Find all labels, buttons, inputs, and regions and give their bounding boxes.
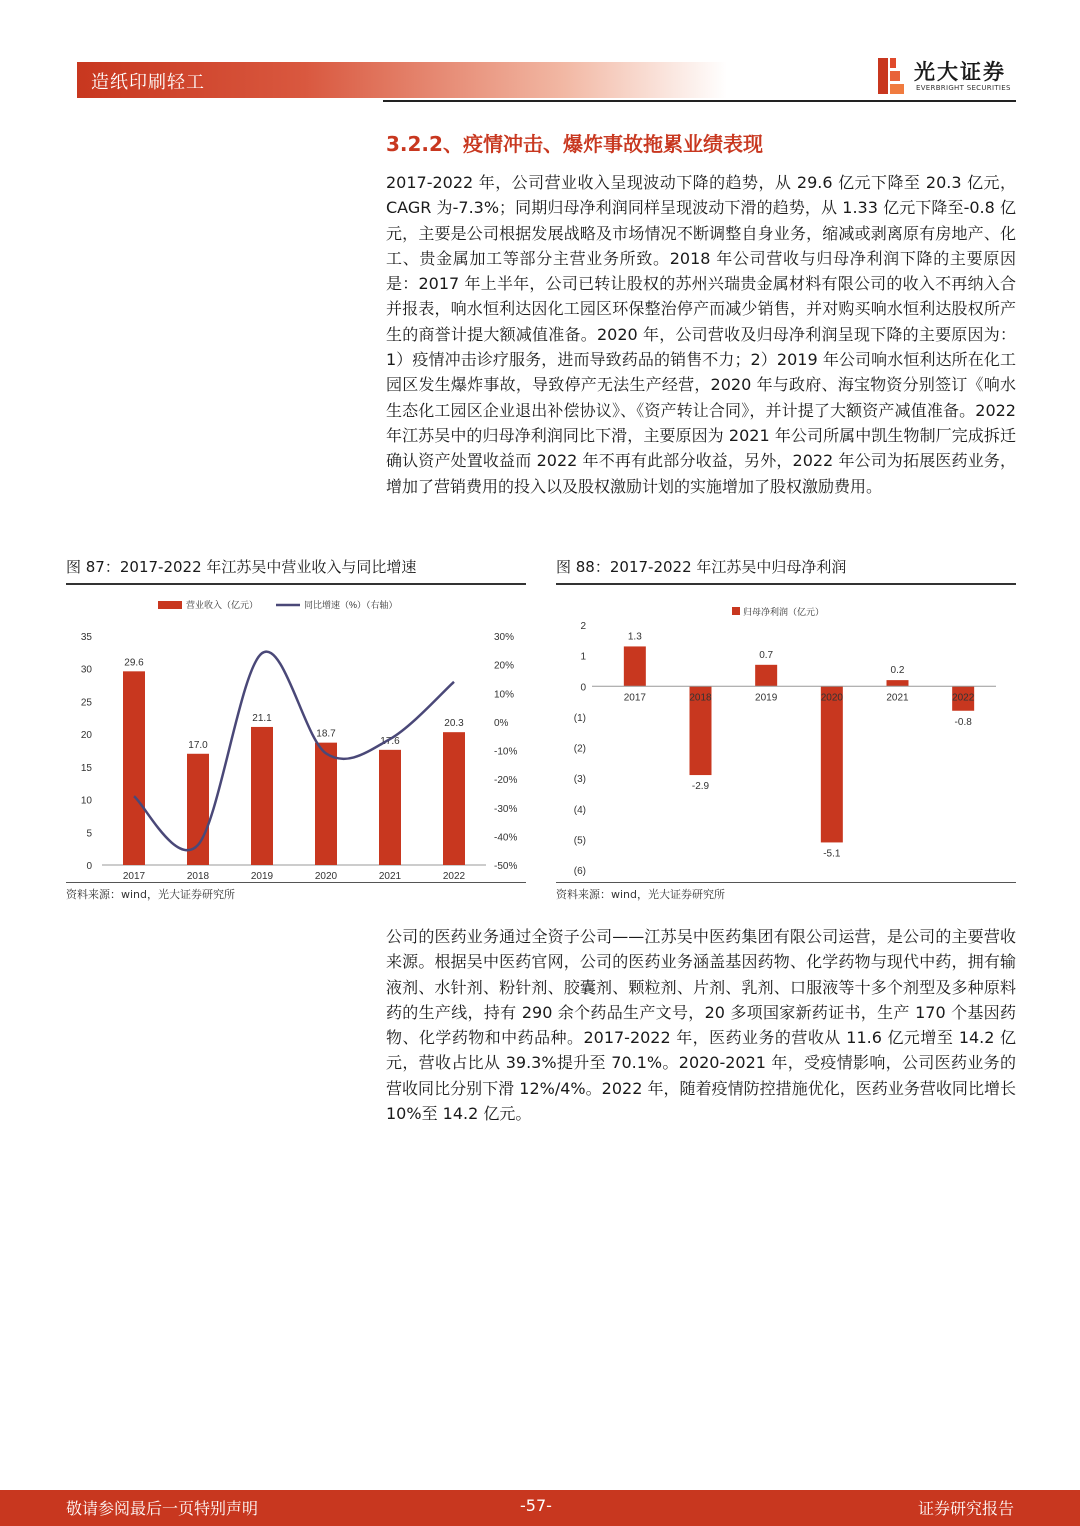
y-tick-label: 2: [580, 621, 586, 632]
y-tick-label: (4): [573, 804, 586, 816]
x-tick-label: 2018: [689, 692, 712, 704]
x-tick-label: 2020: [314, 871, 338, 882]
revenue-bar: [251, 727, 273, 865]
figure-88-title: 图 88：2017-2022 年江苏吴中归母净利润: [556, 558, 847, 576]
revenue-bar: [379, 750, 401, 865]
logo-mark-icon: [878, 58, 904, 94]
x-tick-label: 2021: [378, 871, 402, 882]
y2-tick-label: -40%: [494, 832, 518, 844]
revenue-data-label: 29.6: [124, 657, 144, 669]
x-tick-label: 2017: [122, 871, 146, 882]
logo-name: 光大证券: [914, 60, 1006, 84]
y-tick-label: (6): [573, 866, 586, 877]
section-title: 3.2.2、疫情冲击、爆炸事故拖累业绩表现: [386, 132, 763, 156]
y-tick-label: (3): [573, 774, 586, 786]
revenue-data-label: 17.0: [188, 739, 208, 751]
netprofit-data-label: -0.8: [954, 716, 972, 728]
figure-87-chart: [66, 590, 526, 882]
body-paragraph-1: 2017-2022 年，公司营业收入呈现波动下降的趋势，从 29.6 亿元下降至 20.3 亿元，CAGR 为-7.3%；同期归母净利润同样呈现波动下滑的趋势，从 1.33 亿元下降至-0.8 亿元，主要是公司根据发展战略及市场情况不断调整自身业务，缩减或剥离原有房地产、化工、贵金属加工等部分主营业务所致。2018 年公司营收与归母净利润下降的主要原因是：2017 年上半年，公司已转让股权的苏州兴瑞贵金属材料有限公司的收入不再纳入合并报表，响水恒利达因化工园区环保整治停产而减少销售，并对购买响水恒利达股权所产生的商誉计提大额减值准备。2020 年，公司营收及归母净利润呈现下降的主要原因为：1）疫情冲击诊疗服务，进而导致药品的销售不力；2）2019 年公司响水恒利达所在化工园区发生爆炸事故，导致停产无法生产经营，2020 年与政府、海宝物资分别签订《响水生态化工园区企业退出补偿协议》、《资产转让合同》，并计提了大额资产减值准备。2022 年江苏吴中的归母净利润同比下滑，主要原因为 2021 年公司所属中凯生物制厂完成拆迁确认资产处置收益而 2022 年不再有此部分收益，另外，2022 年公司为拓展医药业务，增加了营销费用的投入以及股权激励计划的实施增加了股权激励费用。: [386, 173, 1016, 496]
legend-swatch-netprofit: [732, 607, 740, 615]
figure-87-title: 图 87：2017-2022 年江苏吴中营业收入与同比增速: [66, 558, 417, 576]
x-tick-label: 2019: [250, 871, 274, 882]
y2-tick-label: 20%: [494, 660, 515, 672]
figure-87-source: 资料来源：wind，光大证券研究所: [66, 888, 236, 901]
y-tick-label: 15: [80, 762, 92, 774]
legend-swatch-revenue: [158, 601, 182, 609]
revenue-bar: [187, 754, 209, 865]
company-logo: [878, 56, 1018, 96]
figure-88-bottom-rule: [556, 882, 1016, 883]
revenue-bar: [443, 732, 465, 865]
y-tick-label: (1): [573, 712, 586, 724]
y-tick-label: 0: [580, 682, 586, 694]
y-tick-label: 20: [80, 730, 92, 742]
growth-line: [134, 652, 454, 851]
x-tick-label: 2019: [755, 692, 778, 704]
netprofit-data-label: -5.1: [823, 848, 841, 860]
netprofit-bar: [821, 686, 843, 842]
legend-label-netprofit: 归母净利润（亿元）: [743, 607, 825, 617]
y2-tick-label: -10%: [494, 746, 518, 758]
figure-87-bottom-rule: [66, 882, 526, 883]
revenue-bar: [123, 671, 145, 865]
y-tick-label: 35: [80, 632, 92, 643]
figure-87-top-rule: [66, 583, 526, 585]
figure-88-chart: [556, 590, 1016, 882]
body-paragraph-2: 公司的医药业务通过全资子公司——江苏吴中医药集团有限公司运营，是公司的主要营收来源。根据吴中医药官网，公司的医药业务涵盖基因药物、化学药物与现代中药，拥有输液剂、水针剂、粉针剂、胶囊剂、颗粒剂、片剂、乳剂、口服液等十多个剂型及多种原料药的生产线，持有 290 余个药品生产文号，20 多项国家新药证书，生产 170 个基因药物、化学药物和中药品种。2017-2022 年，医药业务的营收从 11.6 亿元增至 14.2 亿元，营收占比从 39.3%提升至 70.1%。2020-2021 年，受疫情影响，公司医药业务的营收同比分别下滑 12%/4%。2022 年，随着疫情防控措施优化，医药业务营收同比增长 10%至 14.2 亿元。: [386, 927, 1016, 1124]
logo-english: EVERBRIGHT SECURITIES: [916, 84, 1011, 92]
revenue-data-label: 20.3: [444, 718, 464, 730]
y-tick-label: 30: [80, 664, 92, 676]
x-tick-label: 2020: [820, 692, 843, 704]
y-tick-label: (5): [573, 835, 586, 847]
y-tick-label: (2): [573, 743, 586, 755]
netprofit-data-label: 0.2: [890, 665, 905, 677]
footer-page-number: -57-: [520, 1496, 552, 1515]
header-divider: [383, 100, 1016, 102]
revenue-data-label: 18.7: [316, 728, 336, 740]
figure-88-source: 资料来源：wind，光大证券研究所: [556, 888, 726, 901]
y-tick-label: 25: [80, 697, 92, 709]
header-section-label: 造纸印刷轻工: [91, 72, 205, 93]
footer-report-type: 证券研究报告: [917, 1499, 1014, 1518]
revenue-data-label: 21.1: [252, 712, 272, 724]
x-tick-label: 2018: [186, 871, 210, 882]
x-tick-label: 2017: [623, 692, 646, 704]
y-tick-label: 10: [80, 795, 92, 807]
y2-tick-label: -30%: [494, 803, 518, 815]
y2-tick-label: -20%: [494, 775, 518, 787]
figure-88-top-rule: [556, 583, 1016, 585]
y-tick-label: 5: [86, 828, 92, 840]
netprofit-data-label: -2.9: [691, 781, 710, 793]
netprofit-bar: [624, 646, 646, 686]
netprofit-data-label: 1.3: [627, 631, 642, 643]
y2-tick-label: 0%: [494, 717, 509, 729]
y-tick-label: 0: [86, 861, 92, 872]
footer-disclaimer: 敬请参阅最后一页特别声明: [66, 1499, 259, 1518]
x-tick-label: 2021: [886, 692, 909, 704]
y2-tick-label: -50%: [494, 861, 518, 872]
revenue-bar: [315, 743, 337, 865]
netprofit-bar: [887, 680, 909, 686]
netprofit-data-label: 0.7: [759, 649, 774, 661]
legend-label-revenue: 营业收入（亿元）: [186, 600, 259, 610]
x-tick-label: 2022: [442, 871, 466, 882]
y2-tick-label: 10%: [494, 689, 515, 701]
y2-tick-label: 30%: [494, 632, 515, 643]
y-tick-label: 1: [580, 651, 586, 663]
revenue-data-label: 17.6: [380, 735, 400, 747]
legend-label-growth: 同比增速（%）（右轴）: [304, 600, 398, 610]
netprofit-bar: [755, 665, 777, 686]
x-tick-label: 2022: [952, 692, 975, 704]
